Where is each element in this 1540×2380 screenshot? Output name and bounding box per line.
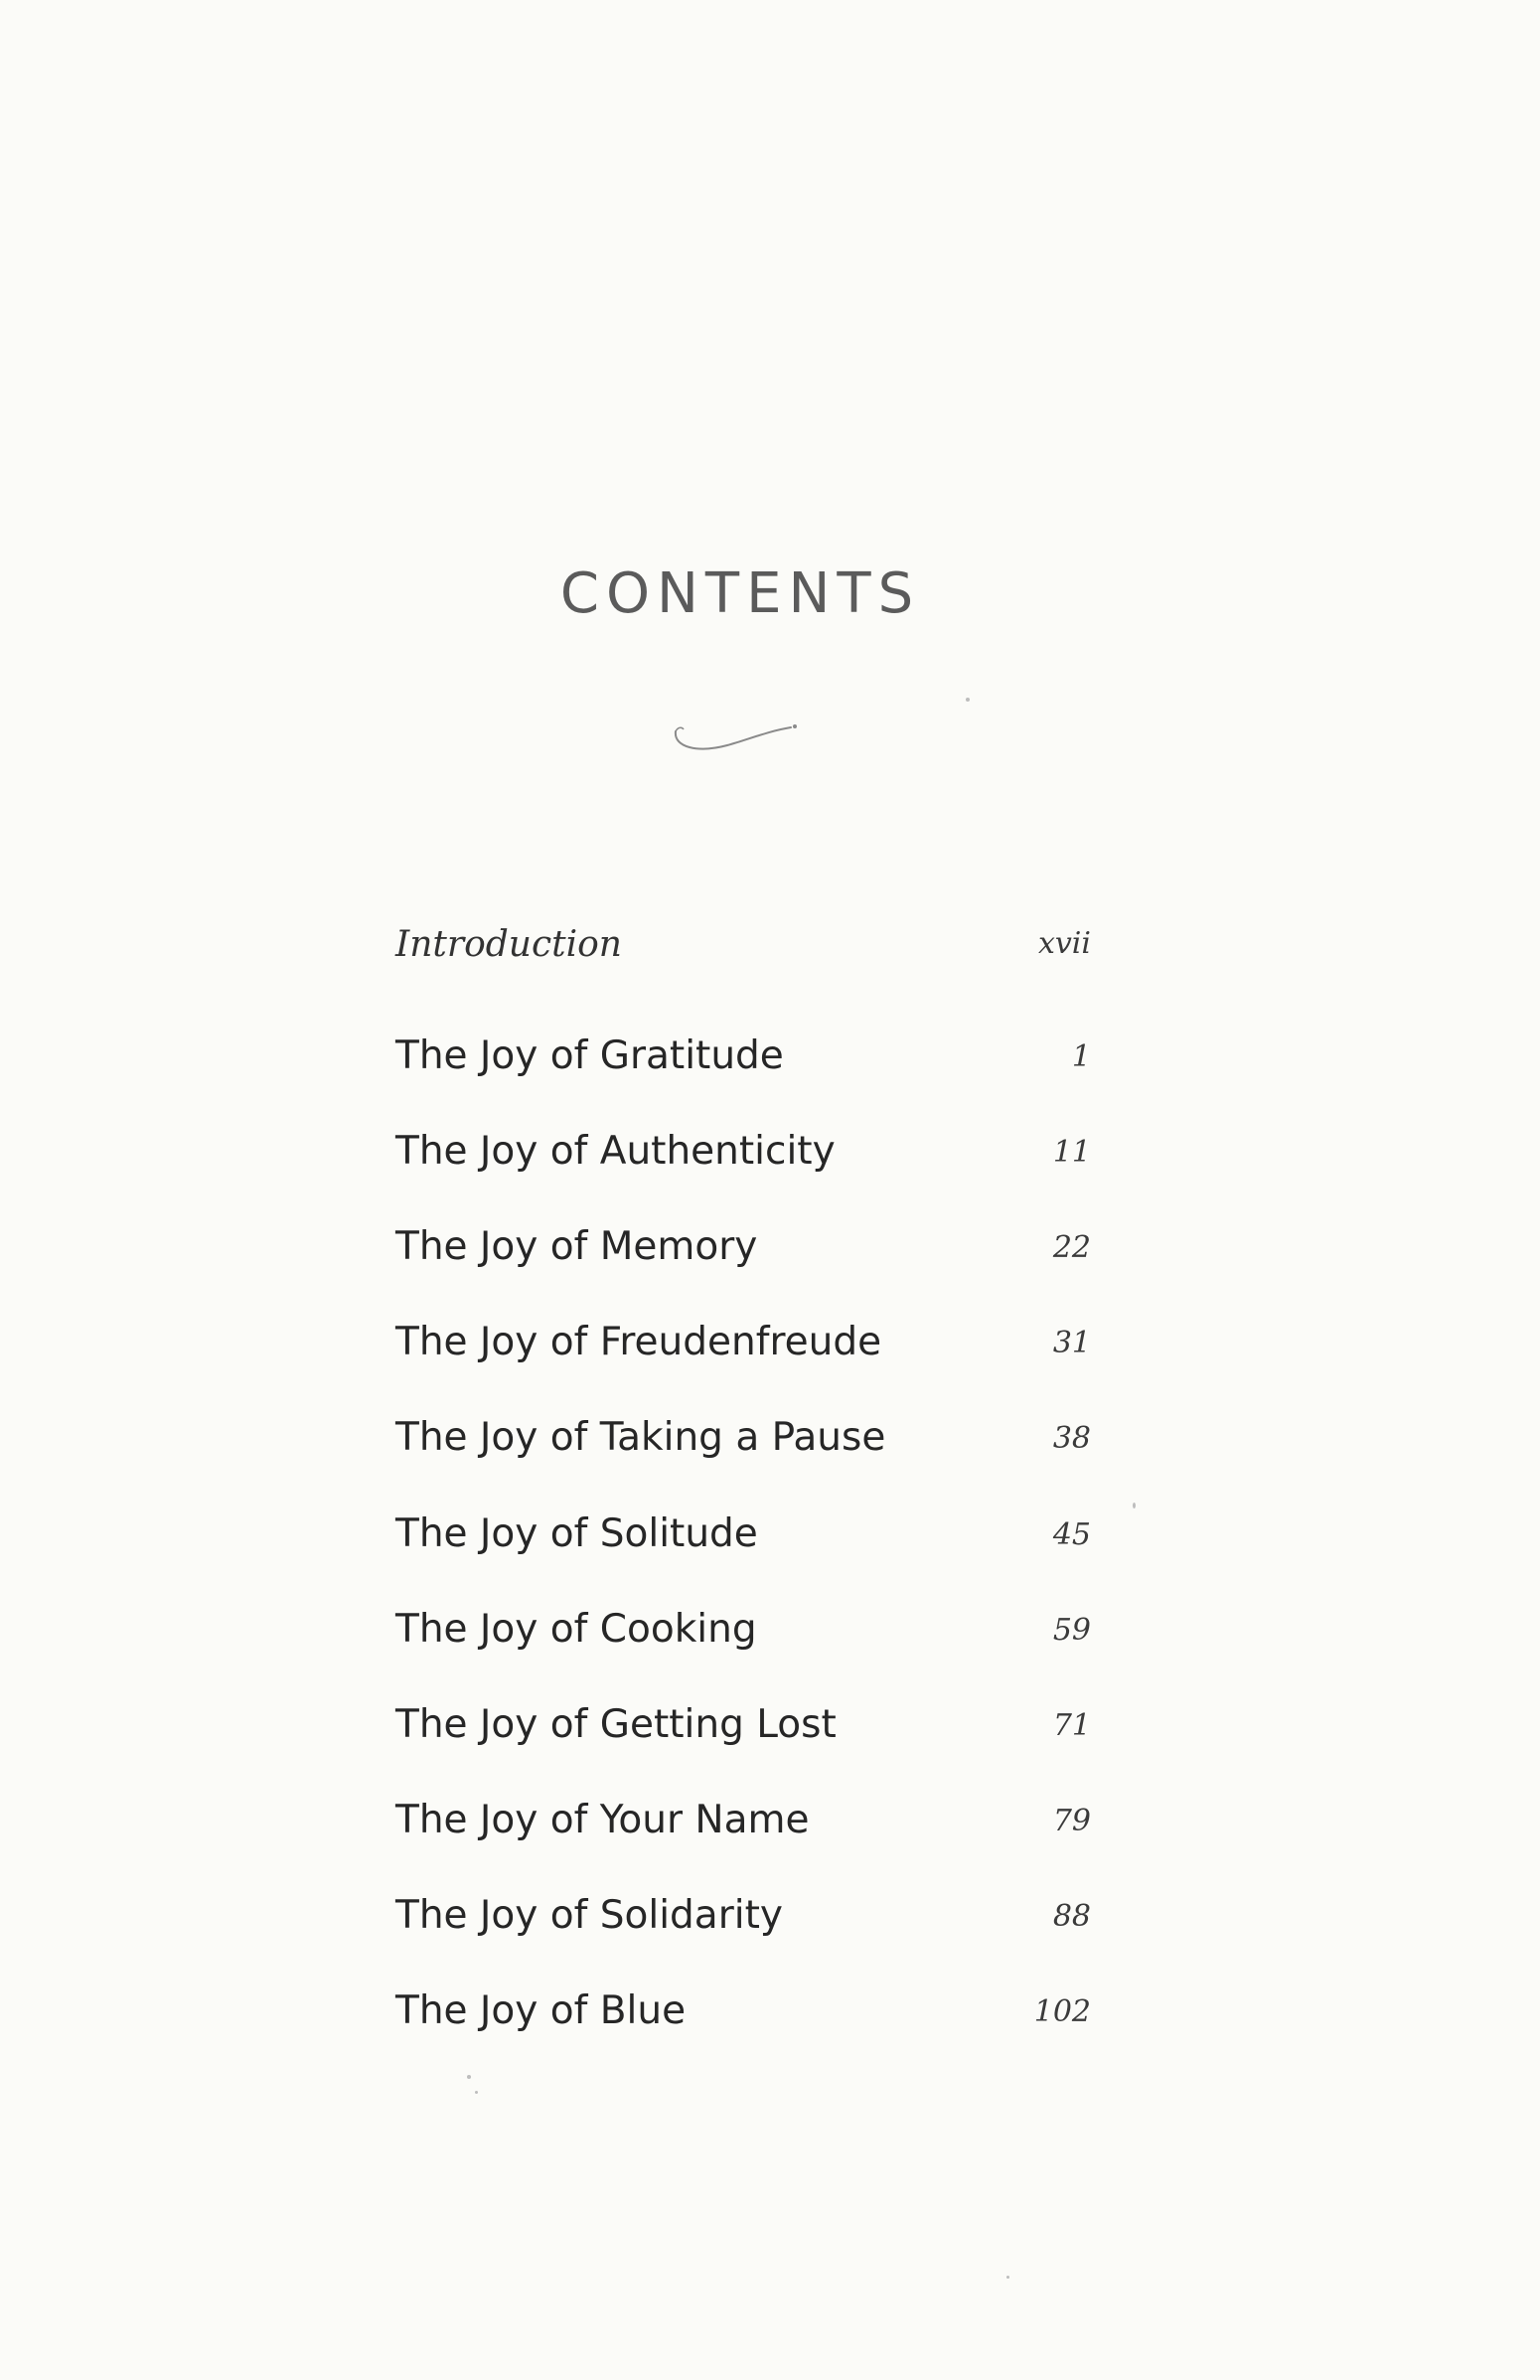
page-title: CONTENTS (559, 561, 921, 626)
toc-row-getting-lost[interactable] (395, 1702, 1091, 1762)
toc-entry-title: The Joy of Solidarity (395, 1893, 783, 1938)
paper-speck (1006, 2276, 1009, 2279)
toc-entry-page: xvii (1037, 926, 1091, 961)
toc-entry-page: 22 (1052, 1230, 1091, 1265)
toc-row-your-name[interactable] (395, 1798, 1091, 1857)
toc-entry-title: The Joy of Freudenfreude (395, 1320, 882, 1364)
toc-entry-title: Introduction (395, 924, 622, 965)
toc-entry-title: The Joy of Cooking (395, 1607, 757, 1652)
toc-entry-title: The Joy of Gratitude (395, 1033, 784, 1078)
toc-row-solitude[interactable] (395, 1511, 1091, 1571)
toc-entry-page: 79 (1052, 1804, 1091, 1838)
toc-entry-page: 71 (1052, 1708, 1091, 1743)
paper-speck (966, 698, 970, 702)
toc-entry-page: 45 (1052, 1517, 1091, 1552)
toc-entry-page: 31 (1052, 1326, 1091, 1360)
toc-entry-title: The Joy of Solitude (395, 1511, 758, 1556)
toc-entry-title: The Joy of Authenticity (395, 1129, 836, 1174)
toc-entry-page: 38 (1052, 1421, 1091, 1456)
toc-row-solidarity[interactable] (395, 1893, 1091, 1953)
toc-entry-title: The Joy of Getting Lost (395, 1702, 837, 1747)
paper-speck (467, 2075, 471, 2079)
paper-speck (1133, 1503, 1136, 1508)
toc-row-gratitude[interactable] (395, 1033, 1091, 1093)
toc-entry-title: The Joy of Blue (395, 1988, 687, 2033)
toc-entry-page: 88 (1052, 1899, 1091, 1934)
toc-entry-page: 102 (1033, 1994, 1091, 2029)
toc-row-introduction[interactable] (395, 924, 1091, 984)
toc-entry-page: 11 (1052, 1135, 1091, 1170)
toc-row-freudenfreude[interactable] (395, 1320, 1091, 1379)
toc-row-authenticity[interactable] (395, 1129, 1091, 1189)
paper-speck (475, 2091, 478, 2094)
toc-row-cooking[interactable] (395, 1607, 1091, 1666)
toc-entry-title: The Joy of Memory (395, 1224, 758, 1269)
toc-row-blue[interactable] (395, 1988, 1091, 2048)
toc-entry-page: 1 (1071, 1039, 1091, 1074)
table-of-contents (395, 0, 1091, 2380)
toc-row-taking-a-pause[interactable] (395, 1415, 1091, 1475)
toc-entry-title: The Joy of Your Name (395, 1798, 810, 1842)
toc-entry-title: The Joy of Taking a Pause (395, 1415, 886, 1460)
toc-row-memory[interactable] (395, 1224, 1091, 1284)
toc-entry-page: 59 (1052, 1613, 1091, 1648)
